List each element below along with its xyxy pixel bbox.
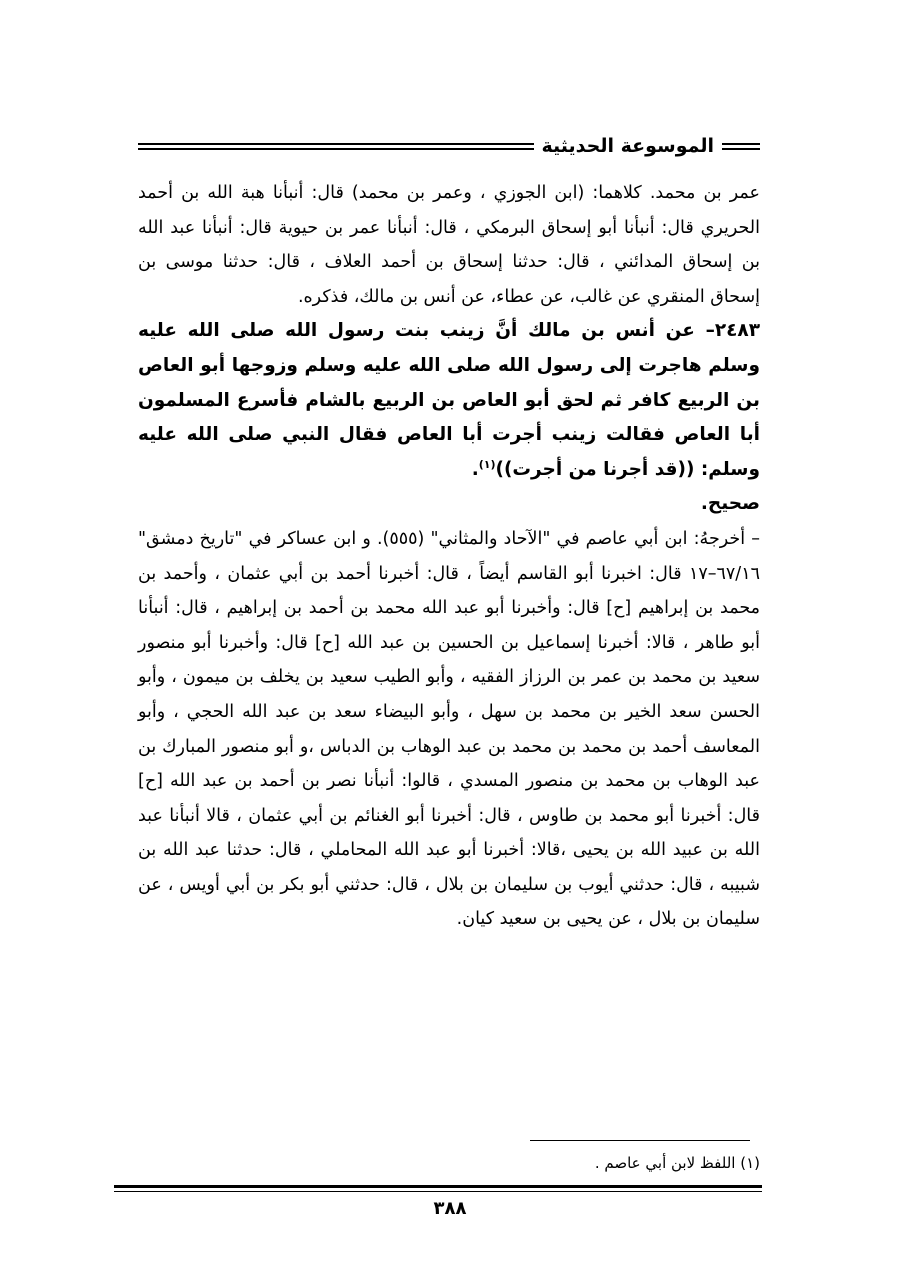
hadith-text: ٢٤٨٣– عن أنس بن مالك أنَّ زينب بنت رسول الله صلى الله عليه وسلم هاجرت إلى رسول الله صلى الله عليه وسلم وزوجها أبو العاص بن الربيع كافر ثم لحق أبو العاص بن الربيع بالشام فأسرع المسلمون أبا العاص فقالت زينب أجرت أبا العاص فقال النبي صلى الله عليه وسلم: ((قد أجرنا من أجرت)) bbox=[138, 320, 760, 480]
hadith-paragraph bbox=[138, 314, 760, 487]
page-bottom-rule bbox=[114, 1185, 762, 1192]
page-header bbox=[138, 128, 760, 164]
hadith-grade: صحيح. bbox=[700, 493, 760, 515]
hadith-end: . bbox=[471, 458, 479, 480]
header-rule-right bbox=[722, 143, 760, 150]
takhrij-paragraph: – أخرجهُ: ابن أبي عاصم في "الآحاد والمثاني" (٥٥٥). و ابن عساكر في "تاريخ دمشق" ٦٧/١٦–١٧ قال: اخبرنا أبو القاسم أيضاً ، قال: أخبرنا أحمد بن أبي عثمان ، وأحمد بن محمد بن إبراهيم [ح] قال: وأخبرنا أبو عبد الله محمد بن أحمد بن إبراهيم ، قال: أنبأنا أبو طاهر ، قالا: أخبرنا إسماعيل بن الحسين بن عبد الله [ح] قال: وأخبرنا أبو منصور سعيد بن محمد بن عمر بن الرزاز الفقيه ، وأبو الطيب سعيد بن يخلف بن ميمون ، وأبو الحسن سعد الخير بن محمد بن سهل ، وأبو البيضاء سعد بن عبد الله الحجي ، وأبو المعاسف أحمد بن محمد بن محمد بن عبد الوهاب بن الدباس ،و أبو منصور المبارك بن عبد الوهاب بن محمد بن منصور المسدي ، قالوا: أنبأنا نصر بن أحمد بن عبد الله [ح] قال: أخبرنا أبو محمد بن طاوس ، قال: أخبرنا أبو الغنائم بن أبي عثمان ، قالا أنبأنا عبد الله بن عبيد الله بن يحيى ،قالا: أخبرنا أبو عبد الله المحاملي ، قال: حدثنا عبد الله بن شبيبه ، قال: حدثني أيوب بن سليمان بن بلال ، قال: حدثني أبو بكر بن أبي أويس ، عن سليمان بن بلال ، عن يحيى بن سعيد كيان. bbox=[138, 528, 760, 930]
header-rule-left bbox=[138, 143, 534, 150]
book-title: الموسوعة الحديثية bbox=[541, 135, 714, 157]
footnote-separator bbox=[530, 1140, 750, 1141]
footnote-marker[interactable]: (١) bbox=[478, 457, 496, 471]
page-number: ٣٨٨ bbox=[433, 1198, 467, 1219]
isnad-paragraph: عمر بن محمد. كلاهما: (ابن الجوزي ، وعمر بن محمد) قال: أنبأنا هبة الله بن أحمد الحريري قال: أنبأنا أبو إسحاق البرمكي ، قال: أنبأنا عمر بن حيوية قال: أنبأنا عبد الله بن إسحاق المدائني ، قال: حدثنا إسحاق بن أحمد العلاف ، قال: حدثنا موسى بن إسحاق المنقري عن غالب، عن عطاء، عن أنس بن مالك، فذكره. bbox=[138, 183, 760, 307]
page-body bbox=[138, 176, 760, 937]
footnote: (١) اللفظ لابن أبي عاصم . bbox=[594, 1154, 760, 1172]
